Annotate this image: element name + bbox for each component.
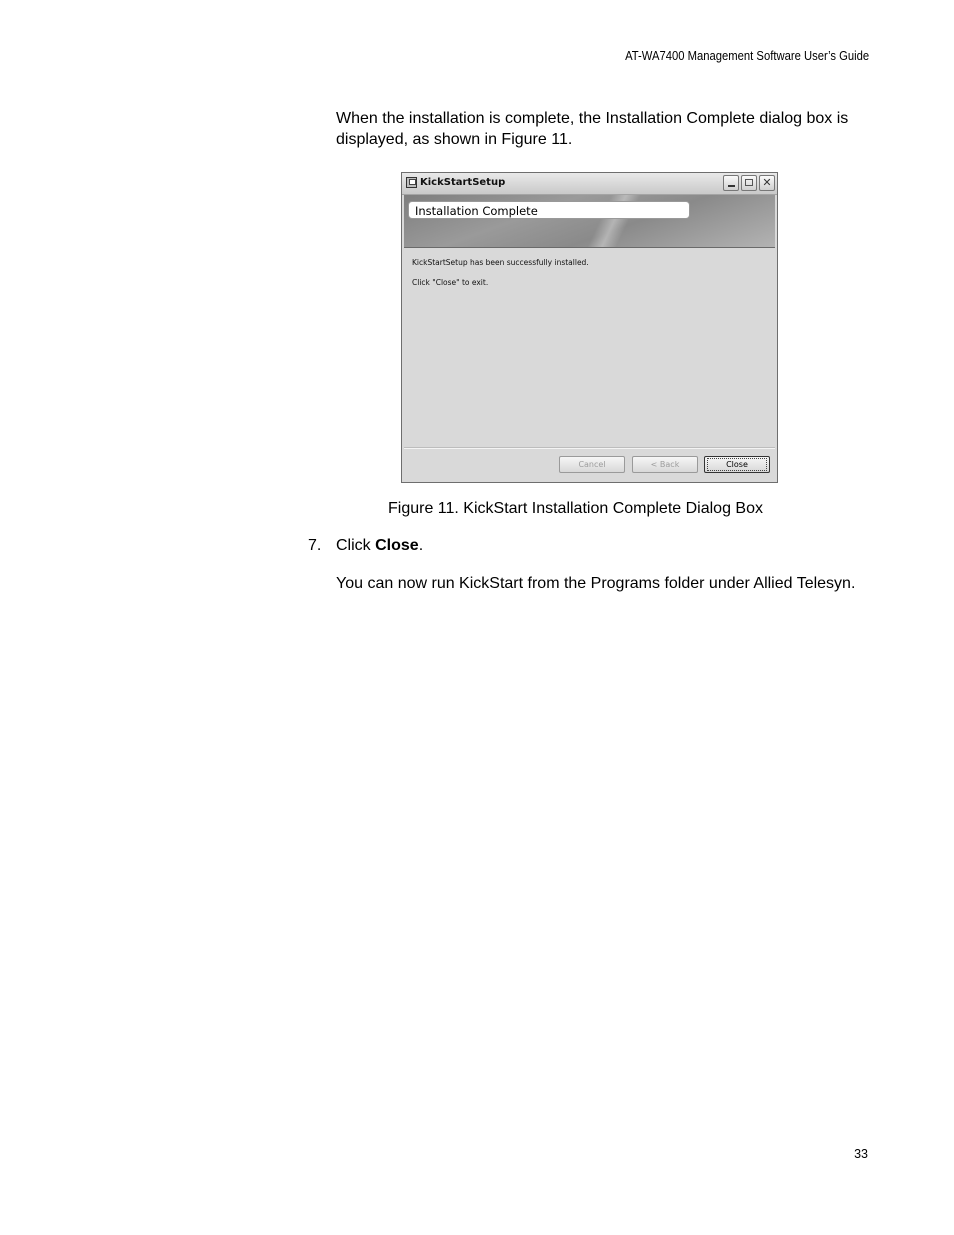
button-separator (404, 447, 775, 449)
figure-caption: Figure 11. KickStart Installation Complete Dialog Box (388, 500, 763, 517)
minimize-icon[interactable] (723, 175, 739, 191)
back-button[interactable]: < Back (632, 456, 698, 473)
success-message: KickStartSetup has been successfully installed. (412, 258, 589, 267)
step-prefix: Click (336, 537, 376, 554)
dialog-titlebar[interactable] (402, 173, 777, 195)
page-number: 33 (854, 1147, 868, 1161)
kickstart-setup-dialog (401, 172, 778, 483)
step-7 (308, 535, 423, 556)
intro-paragraph: When the installation is complete, the Installation Complete dialog box is displayed, as shown in Figure 11. (336, 110, 849, 148)
maximize-icon[interactable] (741, 175, 757, 191)
close-button-label: Close (707, 458, 767, 471)
setup-app-icon (406, 177, 417, 188)
close-button[interactable] (704, 456, 770, 473)
cancel-button[interactable]: Cancel (559, 456, 625, 473)
result-paragraph: You can now run KickStart from the Programs folder under Allied Telesyn. (336, 575, 856, 592)
dialog-banner (404, 195, 775, 248)
exit-instruction: Click "Close" to exit. (412, 278, 489, 287)
dialog-window-title: KickStartSetup (420, 177, 506, 188)
step-bold-label: Close (375, 537, 419, 554)
running-header: AT-WA7400 Management Software User’s Guide (624, 49, 869, 63)
close-icon[interactable]: ✕ (759, 175, 775, 191)
banner-title: Installation Complete (408, 201, 690, 219)
step-number: 7. (308, 537, 322, 554)
step-suffix: . (418, 537, 424, 554)
